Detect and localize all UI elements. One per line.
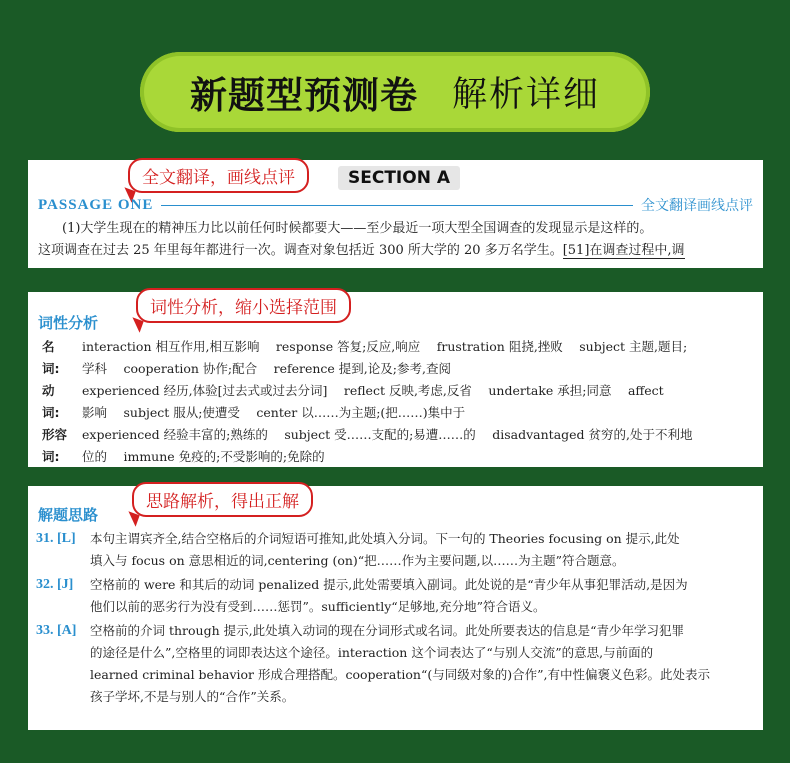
vocab-heading: 词性分析: [38, 314, 99, 332]
banner-subtitle: 解析详细: [451, 75, 600, 115]
banner-title: 新题型预测卷: [189, 74, 418, 117]
vocab-label: 名 词:: [42, 339, 68, 376]
passage-right-label: 全文翻译画线点评: [641, 198, 753, 214]
passage-header: [38, 195, 753, 215]
title-banner: [140, 52, 650, 132]
item-number: 33. [A]: [36, 623, 77, 638]
vocab-list: [42, 336, 754, 468]
solution-item: [36, 574, 756, 618]
passage-line: [38, 240, 753, 262]
translation-card: [28, 160, 763, 268]
vocab-line: 影响 subject 服从;使遭受 center 以……为主题;(把……)集中于: [82, 405, 466, 420]
solution-item: [36, 620, 756, 708]
vocab-line: experienced 经验丰富的;熟练的 subject 受……支配的;易遭……的 disadvantaged 贫穷的,处于不利地: [82, 427, 693, 442]
item-line: learned criminal behavior 形成合理搭配。cooperation“(与同级对象的)合作”,有中性偏褒义色彩。此处表示: [90, 667, 710, 682]
underlined-tail: [51]在调查过程中,调: [562, 243, 685, 258]
vocab-row-verb: [42, 380, 754, 424]
vocab-row-adjective: [42, 424, 754, 468]
section-label: SECTION A: [338, 166, 460, 190]
vocab-row-noun: [42, 336, 754, 380]
solution-list: [36, 528, 756, 710]
item-line: 空格前的 were 和其后的动词 penalized 提示,此处需要填入副词。此处说的是“青少年从事犯罪活动,是因为: [90, 577, 688, 592]
header-rule: [161, 205, 633, 206]
vocab-label: 动 词:: [42, 383, 68, 420]
passage-line: (1)大学生现在的精神压力比以前任何时候都要大——至少最近一项大型全国调查的发现显示是这样的。: [62, 221, 653, 236]
vocab-card: [28, 292, 763, 467]
passage-title: PASSAGE ONE: [38, 196, 154, 213]
item-line: 孩子学坏,不是与别人的“合作”关系。: [90, 689, 295, 704]
passage-line-text: 这项调查在过去 25 年里每年都进行一次。调查对象包括近 300 所大学的 20 多万名学生。: [38, 243, 563, 258]
vocab-line: 位的 immune 免疫的;不受影响的;免除的: [82, 449, 325, 464]
item-number: 31. [L]: [36, 531, 76, 546]
item-line: 本句主谓宾齐全,结合空格后的介词短语可推知,此处填入分词。下一句的 Theories focusing on 提示,此处: [90, 531, 680, 546]
vocab-line: 学科 cooperation 协作;配合 reference 提到,论及;参考,查阅: [82, 361, 451, 376]
solution-callout: 思路解析，得出正解: [132, 482, 313, 517]
solution-heading: 解题思路: [38, 506, 99, 524]
item-line: 的途径是什么”,空格里的词即表达这个途径。interaction 这个词表达了“与别人交流”的意思,与前面的: [90, 645, 654, 660]
vocab-line: interaction 相互作用,相互影响 response 答复;反应,响应 frustration 阻挠,挫败 subject 主题,题目;: [82, 339, 688, 354]
passage-text: [38, 218, 753, 262]
vocab-line: experienced 经历,体验[过去式或过去分词] reflect 反映,考虑,反省 undertake 承担;同意 affect: [82, 383, 664, 398]
item-number: 32. [J]: [36, 577, 74, 592]
solution-card: [28, 486, 763, 730]
vocab-label: 形容词:: [42, 427, 68, 464]
translation-callout: 全文翻译，画线点评: [128, 158, 309, 193]
solution-item: [36, 528, 756, 572]
item-line: 他们以前的恶劣行为没有受到……惩罚”。sufficiently“足够地,充分地”符合语义。: [90, 599, 546, 614]
vocab-callout: 词性分析，缩小选择范围: [136, 288, 351, 323]
item-line: 空格前的介词 through 提示,此处填入动词的现在分词形式或名词。此处所要表达的信息是“青少年学习犯罪: [90, 623, 684, 638]
item-line: 填入与 focus on 意思相近的词,centering (on)“把……作为主要问题,以……为主题”符合题意。: [90, 553, 625, 568]
